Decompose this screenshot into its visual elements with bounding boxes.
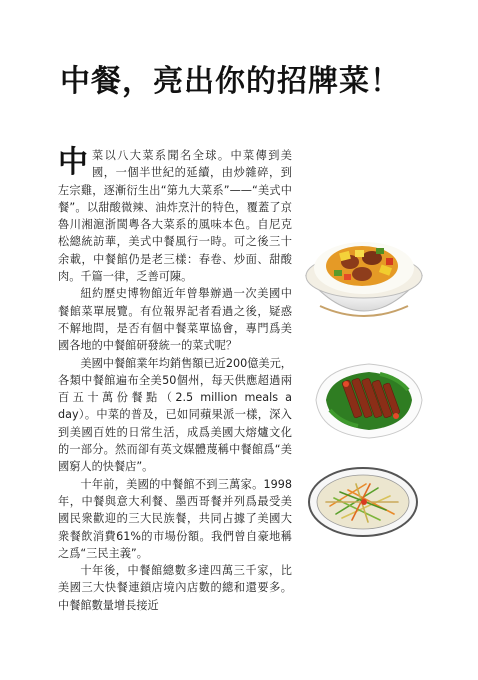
article-body (58, 147, 292, 614)
article-paragraph: 十年後，中餐館總數多達四萬三千家，比美國三大快餐連鎖店境內店數的總和還要多。中餐館數量增長接近 (58, 564, 292, 612)
rice-bowl-illustration (300, 218, 428, 330)
article-paragraph (58, 147, 292, 285)
page-title: 中餐，亮出你的招牌菜！ (60, 64, 401, 99)
article-paragraph: 紐約歷史博物館近年曾舉辦過一次美國中餐館菜單展覽。有位報界記者看過之後，疑惑不解地問，是否有個中餐菜單協會，專門爲美國各地的中餐館研發統一的菜式呢？ (58, 287, 292, 353)
dish-photo-rice-bowl (300, 218, 428, 330)
dish-photo-salad-bowl (306, 462, 420, 542)
drop-cap: 中 (58, 145, 88, 180)
salad-bowl-illustration (306, 462, 420, 542)
dish-photo-meat-plate (310, 350, 428, 450)
meat-plate-illustration (310, 350, 428, 450)
paragraph-text: 菜以八大菜系聞名全球。中菜傳到美國，一個半世紀的延續，由炒雜碎，到左宗雞，逐漸衍生出“第九大菜系”——“美式中餐”。以甜酸微辣、油炸烹汁的特色，覆蓋了京魯川湘滬浙閩粵各大菜系的風味本色。自尼克松總統訪華，美式中餐風行一時。可之後三十余載，中餐館仍是老三樣：春卷、炒面、甜酸肉。千篇一律，乏善可陳。 (58, 149, 292, 284)
article-paragraph: 美國中餐館業年均銷售額已近200億美元，各類中餐館遍布全美50個州，每天供應超過兩百五十萬份餐點（2.5 million meals a day）。中菜的普及，已如同蘋果派一樣，深入到美國百姓的日常生活，成爲美國大熔爐文化的一部分。然而卻有英文媒體蔑稱中餐館爲“美國窮人的快餐店”。 (58, 356, 292, 474)
article-paragraph: 十年前，美國的中餐館不到三萬家。1998年，中餐與意大利餐、墨西哥餐并列爲最受美國民衆歡迎的三大民族餐，共同占據了美國大衆餐飲消費61%的市場份額。我們曾自豪地稱之爲“三民主義”。 (58, 477, 292, 560)
